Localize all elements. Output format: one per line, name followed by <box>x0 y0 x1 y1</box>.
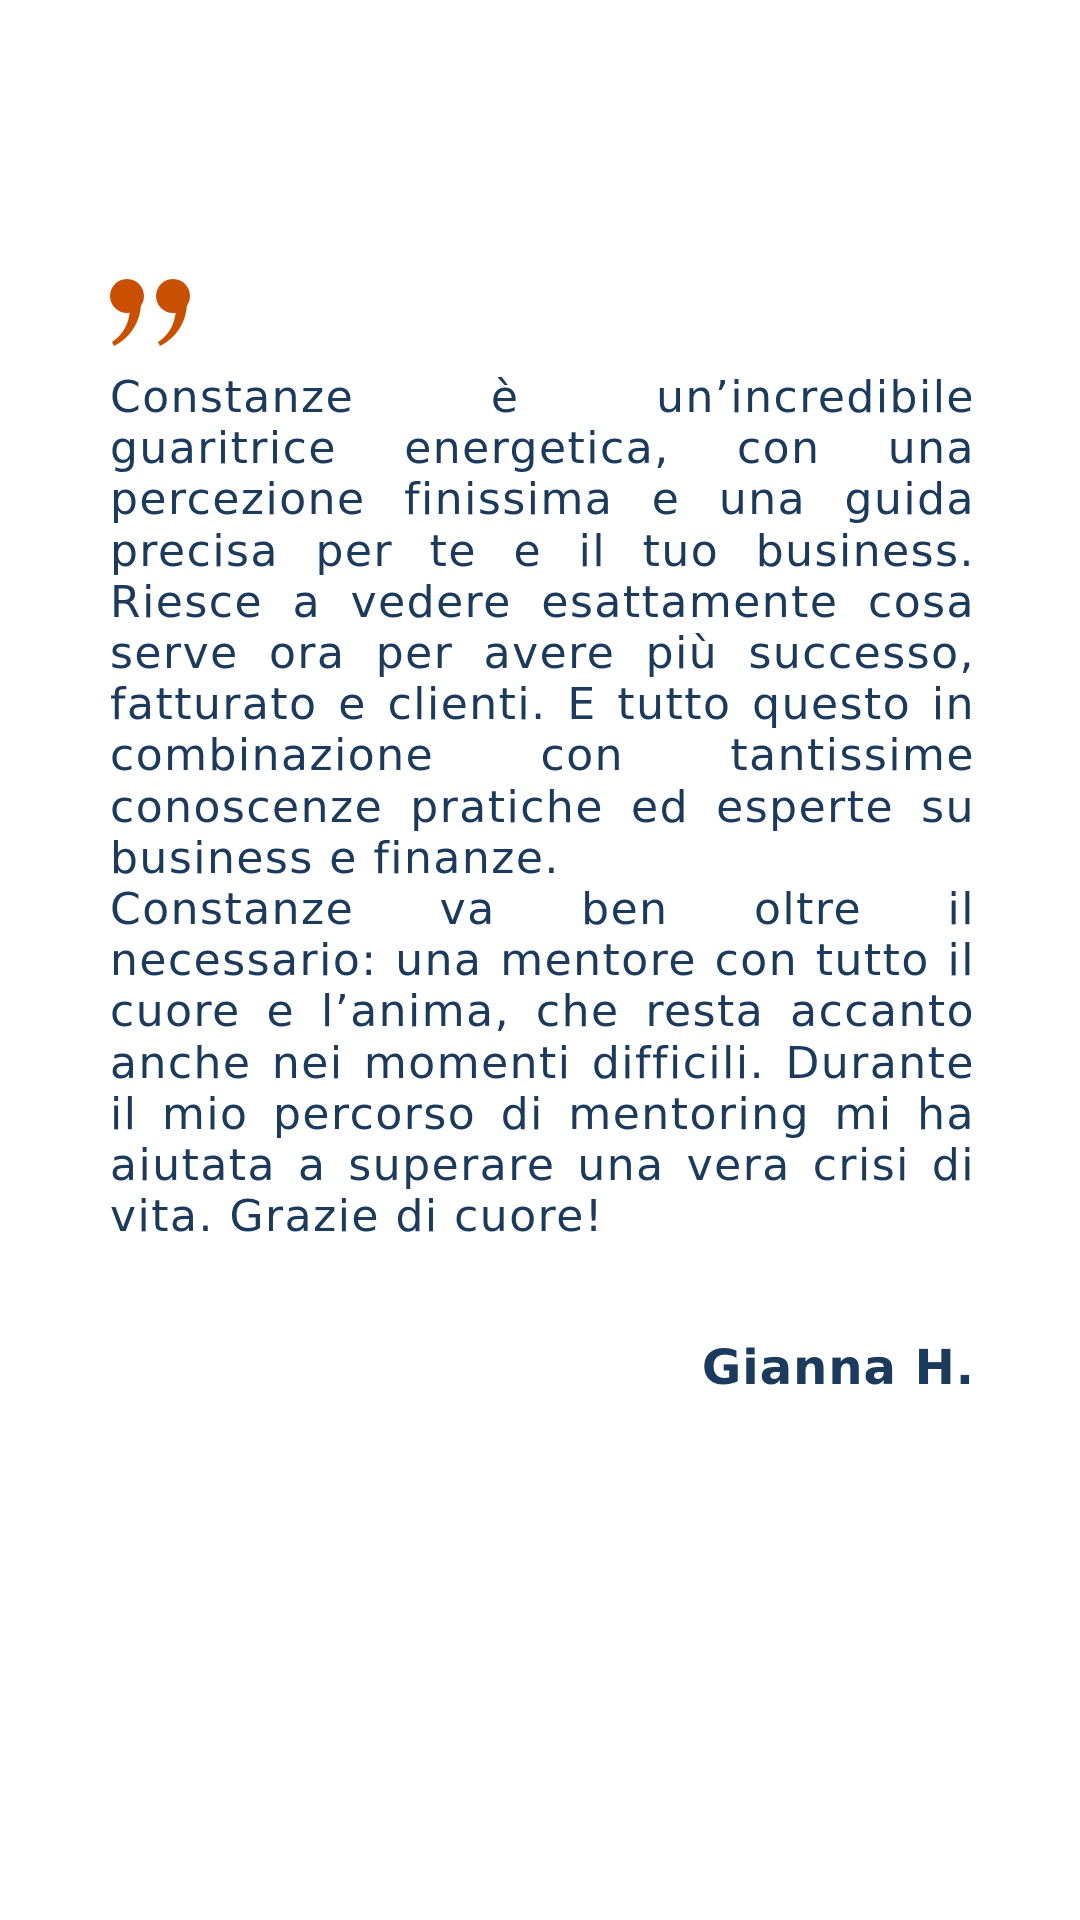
closing-quote-icon <box>108 276 196 348</box>
testimonial-text <box>110 372 975 1242</box>
testimonial-author: Gianna H. <box>701 1340 975 1396</box>
testimonial-paragraph: Constanze va ben oltre il necessario: una mentore con tutto il cuore e l’anima, che resta accanto anche nei momenti difficili. Durante il mio percorso di mentoring mi ha aiutata a superare una vera crisi di vita. Grazie di cuore! <box>110 884 975 1243</box>
testimonial-paragraph: Constanze è un’incredibile guaritrice energetica, con una percezione finissima e una guida precisa per te e il tuo business. Riesce a vedere esattamente cosa serve ora per avere più successo, fatturato e clienti. E tutto questo in combinazione con tantissime conoscenze pratiche ed esperte su business e finanze. <box>110 372 975 884</box>
